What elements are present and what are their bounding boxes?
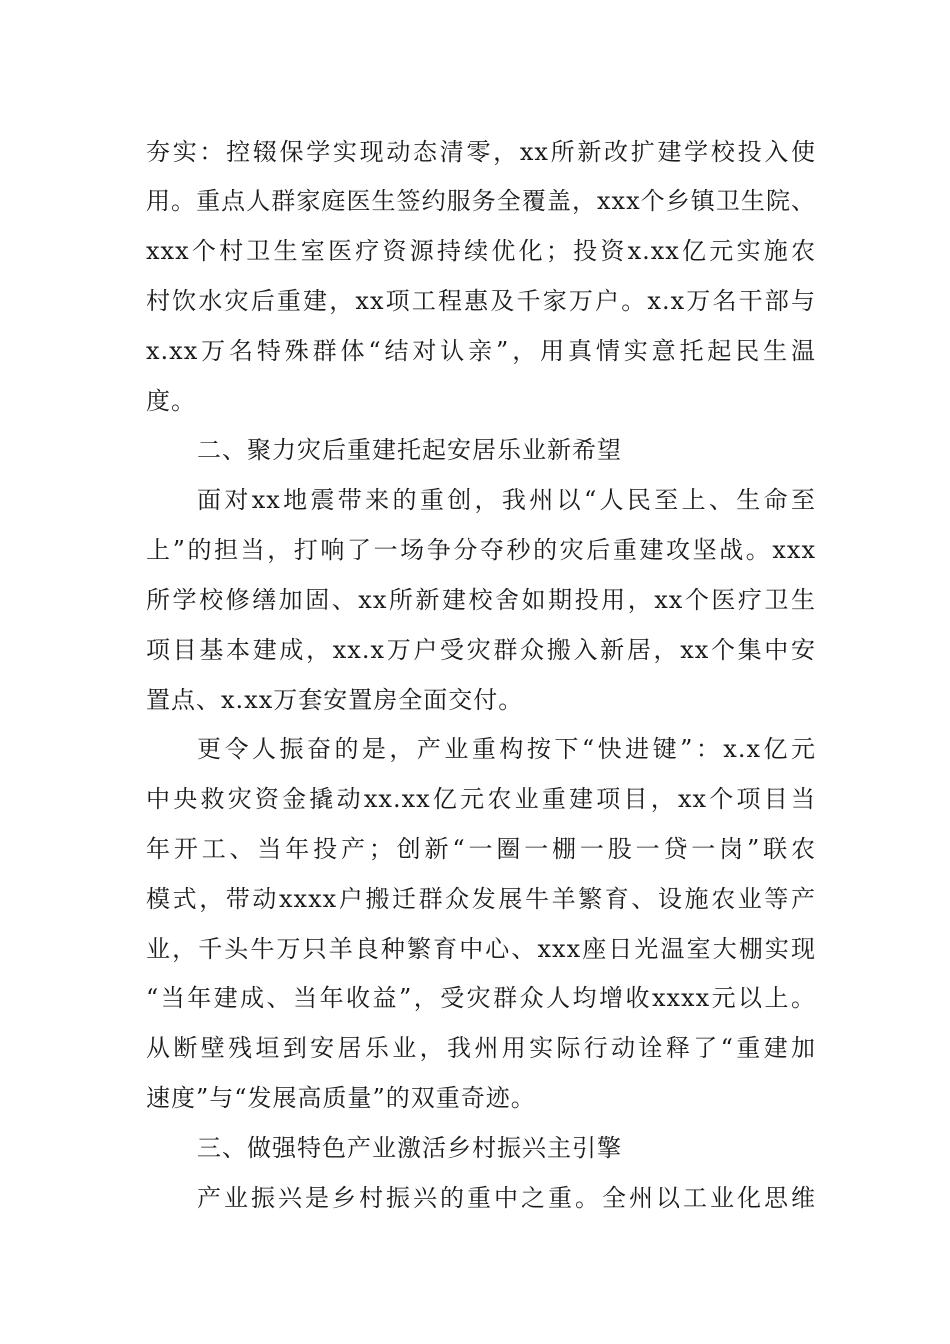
paragraph-line: 所学校修缮加固、xx所新建校舍如期投用，xx个医疗卫生 [146, 586, 816, 614]
paragraph-line: 中央救灾资金撬动xx.xx亿元农业重建项目，xx个项目当 [146, 785, 816, 813]
paragraph-line: 年开工、当年投产；创新“一圈一棚一股一贷一岗”联农 [146, 835, 816, 863]
paragraph-line: 从断壁残垣到安居乐业，我州用实际行动诠释了“重建加 [146, 1034, 816, 1062]
paragraph-line: 置点、x.xx万套安置房全面交付。 [146, 686, 524, 714]
paragraph-line: 业，千头牛万只羊良种繁育中心、xxx座日光温室大棚实现 [146, 935, 816, 963]
paragraph-line: xxx个村卫生室医疗资源持续优化；投资x.xx亿元实施农 [146, 237, 816, 265]
paragraph-line: 产业振兴是乡村振兴的重中之重。全州以工业化思维 [197, 1184, 816, 1212]
paragraph-line: 更令人振奋的是，产业重构按下“快进键”：x.x亿元 [197, 735, 816, 763]
paragraph-line: 项目基本建成，xx.x万户受灾群众搬入新居，xx个集中安 [146, 636, 816, 664]
paragraph-line: 夯实：控辍保学实现动态清零，xx所新改扩建学校投入使 [146, 138, 816, 166]
paragraph-line: 度。 [146, 387, 196, 415]
paragraph-line: 用。重点人群家庭医生签约服务全覆盖，xxx个乡镇卫生院、 [146, 187, 816, 215]
paragraph-line: “当年建成、当年收益”，受灾群众人均增收xxxx元以上。 [146, 984, 816, 1012]
paragraph-line: 村饮水灾后重建，xx项工程惠及千家万户。x.x万名干部与 [146, 287, 816, 315]
paragraph-line: 面对xx地震带来的重创，我州以“人民至上、生命至 [197, 486, 816, 514]
paragraph-line: 上”的担当，打响了一场争分夺秒的灾后重建攻坚战。xxx [146, 536, 816, 564]
section-heading: 二、聚力灾后重建托起安居乐业新希望 [197, 436, 622, 464]
paragraph-line: x.xx万名特殊群体“结对认亲”，用真情实意托起民生温 [146, 337, 816, 365]
paragraph-line: 速度”与“发展高质量”的双重奇迹。 [146, 1084, 536, 1112]
section-heading: 三、做强特色产业激活乡村振兴主引擎 [197, 1134, 622, 1162]
paragraph-line: 模式，带动xxxx户搬迁群众发展牛羊繁育、设施农业等产 [146, 885, 816, 913]
